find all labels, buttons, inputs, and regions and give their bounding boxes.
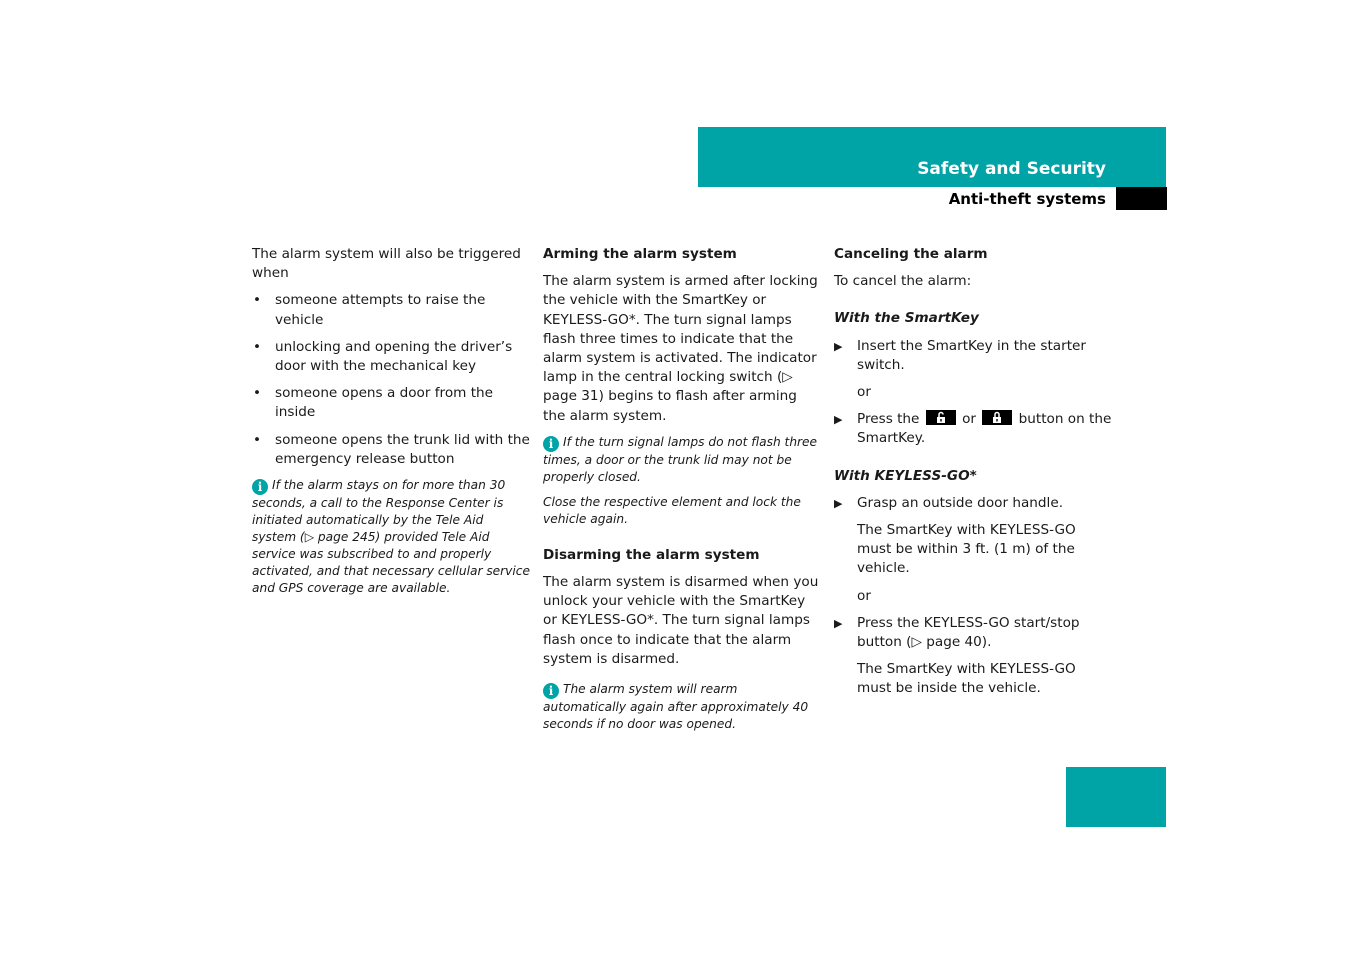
- smartkey-heading: With the SmartKey: [834, 310, 979, 327]
- subsection-title: Anti-theft systems: [948, 190, 1106, 208]
- arming-info-note: i If the turn signal lamps do not flash three times, a door or the trunk lid may not be properly closed.: [543, 434, 818, 484]
- info-icon: i: [252, 479, 268, 495]
- canceling-heading: Canceling the alarm: [834, 246, 988, 262]
- unlock-key-icon: [926, 410, 956, 425]
- trigger-list: [252, 291, 530, 469]
- info-note: i If the alarm stays on for more than 30 seconds, a call to the Response Center is initiated automatically by the Tele Aid system (▷ page 245) provided Tele Aid service was subscribed to and properly activated, and that necessary cellular service and GPS coverage are available.: [252, 478, 530, 596]
- info-icon: i: [543, 683, 559, 699]
- canceling-intro: To cancel the alarm:: [834, 273, 972, 290]
- or-text: or: [857, 384, 871, 401]
- arming-text: The alarm system is armed after locking the vehicle with the SmartKey or KEYLESS-GO*. The turn signal lamps flash three times to indicate that the alarm system is activated. The indicator lamp in the central locking switch (▷ page 31) begins to flash after arming the alarm system.: [543, 273, 818, 424]
- arming-heading: Arming the alarm system: [543, 246, 737, 262]
- keyless-info-2: The SmartKey with KEYLESS-GO must be inside the vehicle.: [857, 661, 1076, 697]
- list-item: • someone attempts to raise the vehicle: [253, 292, 486, 328]
- keyless-step-1: ▶ Grasp an outside door handle.: [834, 494, 1112, 513]
- page-number: 97: [1269, 771, 1292, 790]
- step-arrow-icon: ▶: [834, 616, 843, 630]
- list-item: • someone opens the trunk lid with the emergency release button: [253, 431, 530, 467]
- column-3: [834, 245, 1112, 707]
- keyless-step-2: ▶ Press the KEYLESS-GO start/stop button (▷ page 40).: [834, 614, 1080, 651]
- column-2: [543, 245, 821, 741]
- or-text: or: [857, 587, 871, 604]
- disarming-heading: Disarming the alarm system: [543, 546, 760, 563]
- list-item: • unlocking and opening the driver’s door with the mechanical key: [253, 338, 513, 375]
- section-title: Safety and Security: [917, 159, 1106, 179]
- list-item: • someone opens a door from the inside: [253, 385, 494, 421]
- step-arrow-icon: ▶: [834, 496, 843, 510]
- section-tab-marker: [1116, 187, 1167, 210]
- step-arrow-icon: ▶: [834, 339, 843, 353]
- keyless-heading: With KEYLESS-GO*: [834, 467, 977, 484]
- column-1: [252, 245, 530, 605]
- disarming-text: The alarm system is disarmed when you unlock your vehicle with the SmartKey or KEYLESS-GO*. The turn signal lamps flash once to indicate that the alarm system is disarmed.: [543, 574, 819, 667]
- info-icon: i: [543, 436, 559, 452]
- smartkey-step-2: ▶ Press the or button on the SmartKey.: [834, 411, 1112, 447]
- keyless-info-1: The SmartKey with KEYLESS-GO must be within 3 ft. (1 m) of the vehicle.: [857, 522, 1076, 577]
- page-number-box: [1066, 767, 1166, 827]
- step-arrow-icon: ▶: [834, 413, 843, 427]
- arming-info-note-2: Close the respective element and lock the vehicle again.: [543, 494, 801, 526]
- intro-text: The alarm system will also be triggered when: [252, 246, 521, 282]
- disarming-info-note: i The alarm system will rearm automatically again after approximately 40 seconds if no door was opened.: [543, 682, 809, 732]
- smartkey-step-1: ▶ Insert the SmartKey in the starter switch.: [834, 337, 1086, 373]
- lock-key-icon: [982, 410, 1012, 425]
